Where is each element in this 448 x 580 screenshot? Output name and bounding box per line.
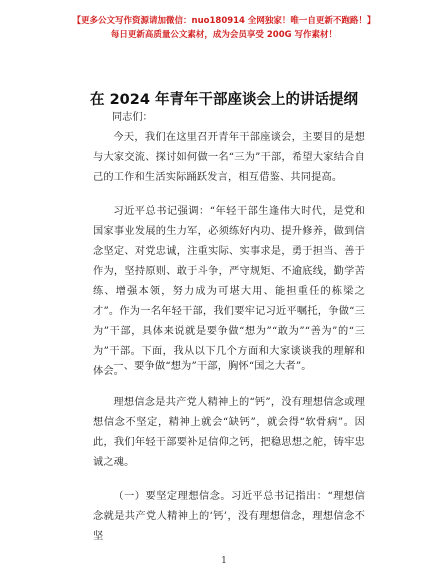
page-number: 1 xyxy=(221,556,227,566)
paragraph-subsection-1: （一）要坚定理想信念。习近平总书记指出：“理想信念就是共产党人精神上的‘钙’，没有理想信念，理想信念不坚 xyxy=(93,491,365,542)
body-block-2 xyxy=(93,202,365,382)
salutation: 同志们： xyxy=(112,112,153,123)
paragraph-quote: 习近平总书记强调：“年轻干部生逢伟大时代，是党和国家事业发展的生力军，必须练好内功、提升修养，做到信念坚定、对党忠诚，注重实际、实事求是，勇于担当、善于作为，坚持原则、敢于斗争，严守规矩、不逾底线，勤学苦练、增强本领，努力成为可堪大用、能担重任的栋梁之才”。作为一名年轻干部，我们要牢记习近平嘱托，争做“三为”干部，具体来说就是要争做“想为”“敢为”“善为”的“三为”干部。下面，我从以下几个方面和大家谈谈我的理解和体会。 xyxy=(93,206,365,377)
promo-banner-line-2: 每日更新高质量公文素材，成为会员享受 200G 写作素材！ xyxy=(110,30,338,40)
body-block-3 xyxy=(93,357,365,377)
promo-banner-line-1: 【更多公文写作资源请加微信：nuo180914 全网独家！唯一自更新不跑路！】 xyxy=(72,16,376,26)
section-heading-1: 一、要争做“想为”干部，胸怀“国之大者”。 xyxy=(113,361,312,372)
body-block-5 xyxy=(93,487,365,547)
body-block-1 xyxy=(93,128,365,188)
paragraph-section-1: 理想信念是共产党人精神上的“钙”，没有理想信念或理想信念不坚定，精神上就会“缺钙”，就会得“软骨病”。因此，我们年轻干部要补足信仰之钙，把稳思想之舵，铸牢忠诚之魂。 xyxy=(93,397,365,468)
document-title: 在 2024 年青年干部座谈会上的讲话提纲 xyxy=(90,92,358,108)
paragraph-intro: 今天，我们在这里召开青年干部座谈会，主要目的是想与大家交流、探讨如何做一名“三为”干部，希望大家结合自己的工作和生活实际踊跃发言，相互借鉴、共同提高。 xyxy=(93,132,365,183)
body-block-4 xyxy=(93,393,365,473)
